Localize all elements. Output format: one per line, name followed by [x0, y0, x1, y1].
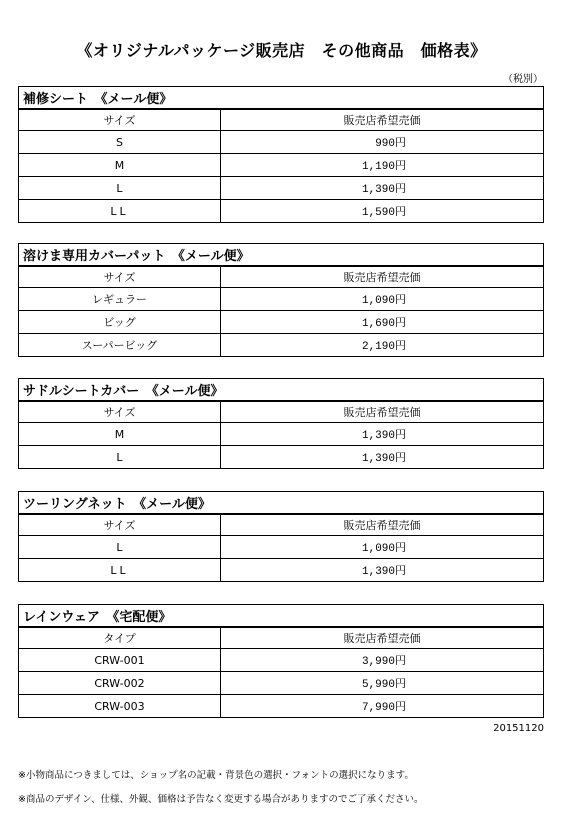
- table-row: [19, 288, 544, 311]
- price-cell: 1,690円: [361, 318, 406, 330]
- price-table-touring-net: [18, 491, 544, 582]
- type-cell: CRW-003: [19, 695, 221, 718]
- price-cell: 1,590円: [361, 207, 406, 219]
- price-table-cover-pad: [18, 243, 544, 357]
- size-cell: スーパービッグ: [19, 334, 221, 357]
- price-cell: 990円: [375, 138, 406, 150]
- section-title: ツーリングネット 《メール便》: [19, 492, 544, 514]
- table-row: [19, 672, 544, 695]
- footnote-specs-change: ※商品のデザイン、仕様、外観、価格は予告なく変更する場合がありますのでご了承ください。: [18, 794, 424, 805]
- size-cell: レギュラー: [19, 288, 221, 311]
- price-cell: 1,390円: [361, 430, 406, 442]
- column-header-size: サイズ: [19, 401, 221, 423]
- price-cell: 7,990円: [361, 702, 406, 714]
- table-row: [19, 423, 544, 446]
- table-row: [19, 334, 544, 357]
- price-cell: 1,190円: [361, 161, 406, 173]
- table-row: [19, 177, 544, 200]
- column-header-price: 販売店希望売価: [221, 401, 544, 423]
- price-cell: 1,090円: [361, 295, 406, 307]
- table-row: [19, 311, 544, 334]
- column-header-size: サイズ: [19, 266, 221, 288]
- column-header-price: 販売店希望売価: [221, 627, 544, 649]
- size-cell: L: [19, 446, 221, 469]
- table-row: [19, 154, 544, 177]
- table-row: [19, 695, 544, 718]
- price-table-repair-sheet: [18, 86, 544, 223]
- size-cell: M: [19, 154, 221, 177]
- table-row: [19, 536, 544, 559]
- page-title: 《オリジナルパッケージ販売店 その他商品 価格表》: [76, 41, 487, 60]
- size-cell: L: [19, 177, 221, 200]
- table-row: [19, 649, 544, 672]
- price-cell: 1,390円: [361, 453, 406, 465]
- price-cell: 1,390円: [362, 566, 407, 578]
- price-cell: 1,090円: [362, 543, 407, 555]
- size-cell: L: [19, 536, 221, 559]
- price-cell: 3,990円: [361, 656, 406, 668]
- type-cell: CRW-002: [19, 672, 221, 695]
- price-cell: 2,190円: [361, 341, 406, 353]
- footnote-small-items: ※小物商品につきましては、ショップ名の記載・背景色の選択・フォントの選択になります。: [18, 770, 414, 781]
- size-cell: S: [19, 131, 221, 154]
- price-cell: 1,390円: [361, 184, 406, 196]
- table-row: [19, 200, 544, 223]
- type-cell: CRW-001: [19, 649, 221, 672]
- section-title: サドルシートカバー 《メール便》: [19, 379, 544, 401]
- section-title: 溶けま専用カバーパット 《メール便》: [19, 244, 544, 266]
- column-header-size: サイズ: [19, 514, 221, 536]
- table-row: [19, 446, 544, 469]
- section-title: レインウェア 《宅配便》: [19, 605, 544, 627]
- column-header-type: タイプ: [19, 627, 221, 649]
- date-code: 20151120: [493, 723, 544, 734]
- price-cell: 5,990円: [361, 679, 406, 691]
- section-title: 補修シート 《メール便》: [19, 87, 544, 109]
- price-table-saddle-cover: [18, 378, 544, 469]
- column-header-price: 販売店希望売価: [221, 109, 544, 131]
- price-table-rainwear: [18, 604, 544, 718]
- table-row: [19, 131, 544, 154]
- size-cell: LL: [19, 559, 221, 582]
- table-row: [19, 559, 544, 582]
- column-header-price: 販売店希望売価: [221, 266, 544, 288]
- tax-note: （税別）: [503, 74, 543, 85]
- size-cell: ビッグ: [19, 311, 221, 334]
- size-cell: LL: [19, 200, 221, 223]
- column-header-size: サイズ: [19, 109, 221, 131]
- column-header-price: 販売店希望売価: [221, 514, 544, 536]
- size-cell: M: [19, 423, 221, 446]
